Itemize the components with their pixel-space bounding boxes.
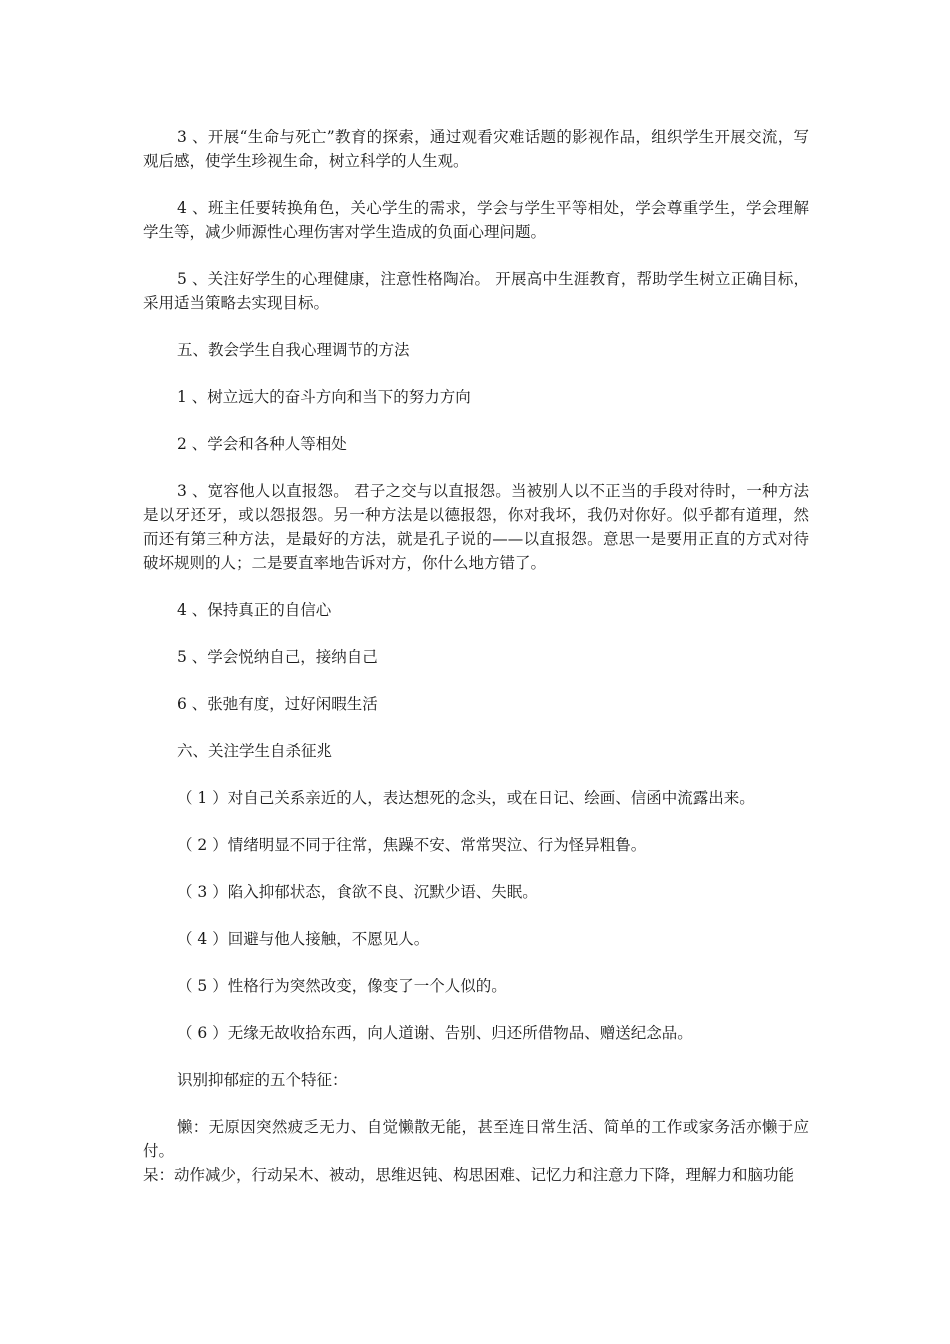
paragraph-education-life-death: 3 、开展“生命与死亡”教育的探索，通过观看灾难话题的影视作品，组织学生开展交流，写观后感，使学生珍视生命，树立科学的人生观。 xyxy=(143,128,809,170)
paragraph-teacher-role: 4 、班主任要转换角色，关心学生的需求，学会与学生平等相处，学会尊重学生，学会理解学生等，减少师源性心理伤害对学生造成的负面心理问题。 xyxy=(143,199,809,241)
list-item: 6 、张弛有度，过好闲暇生活 xyxy=(177,695,378,713)
paragraph-tolerance: 3 、宽容他人以直报怨。 君子之交与以直报怨。当被别人以不正当的手段对待时，一种方法是以牙还牙，或以怨报怨。另一种方法是以德报怨，你对我坏，我仍对你好。似乎都有道理，然而还有第三种方法，是最好的方法，就是孔子说的——以直报怨。意思一是要用正直的方式对待破坏规则的人；二是要直率地告诉对方，你什么地方错了。 xyxy=(143,482,809,572)
paragraph-mental-health: 5 、关注好学生的心理健康，注意性格陶冶。 开展高中生涯教育，帮助学生树立正确目标，采用适当策略去实现目标。 xyxy=(143,270,809,312)
paragraph-trait-lazy: 懒：无原因突然疲乏无力、自觉懒散无能，甚至连日常生活、简单的工作或家务活亦懒于应付。 xyxy=(143,1118,809,1160)
section-heading-self-regulation: 五、教会学生自我心理调节的方法 xyxy=(177,341,410,359)
list-item: （ 5 ）性格行为突然改变，像变了一个人似的。 xyxy=(177,977,507,995)
list-item: （ 1 ）对自己关系亲近的人，表达想死的念头，或在日记、绘画、信函中流露出来。 xyxy=(177,789,755,807)
list-item: （ 3 ）陷入抑郁状态，食欲不良、沉默少语、失眠。 xyxy=(177,883,538,901)
list-item: （ 6 ）无缘无故收拾东西，向人道谢、告别、归还所借物品、赠送纪念品。 xyxy=(177,1024,693,1042)
document-body xyxy=(143,125,809,1187)
section-heading-depression-traits: 识别抑郁症的五个特征： xyxy=(177,1071,348,1089)
list-item: 2 、学会和各种人等相处 xyxy=(177,435,347,453)
list-item: （ 2 ）情绪明显不同于往常，焦躁不安、常常哭泣、行为怪异粗鲁。 xyxy=(177,836,647,854)
list-item: 1 、树立远大的奋斗方向和当下的努力方向 xyxy=(177,388,471,406)
list-item: （ 4 ）回避与他人接触，不愿见人。 xyxy=(177,930,430,948)
list-item: 5 、学会悦纳自己，接纳自己 xyxy=(177,648,378,666)
paragraph-trait-dull: 呆：动作减少，行动呆木、被动，思维迟钝、构思困难、记忆力和注意力下降，理解力和脑功能 xyxy=(143,1166,795,1184)
section-heading-suicide-signs: 六、关注学生自杀征兆 xyxy=(177,742,333,760)
list-item: 4 、保持真正的自信心 xyxy=(177,601,332,619)
